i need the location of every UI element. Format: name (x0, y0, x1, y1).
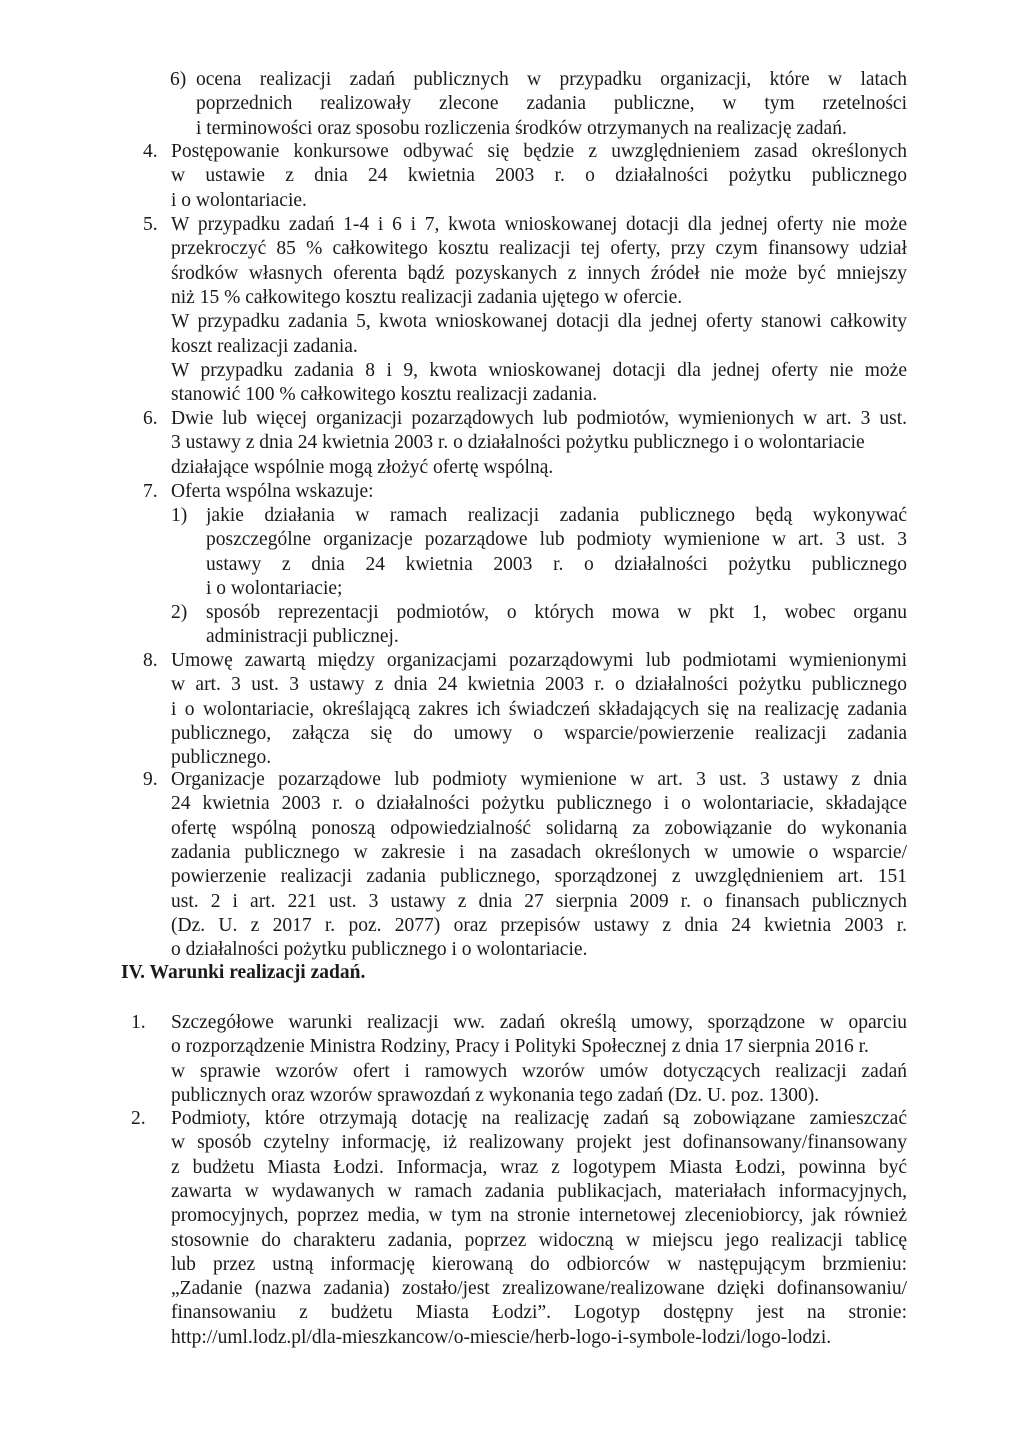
list-item-number: 1. (131, 1012, 146, 1033)
list-item-number: 1) (171, 505, 188, 526)
text-line: o działalności pożytku publicznego i o wolontariacie. (171, 939, 588, 961)
text-line: ocena realizacji zadań publicznych w przypadku organizacji, które w latach (196, 70, 907, 90)
list-item-number: 2) (171, 602, 188, 623)
text-line: poszczególne organizacje pozarządowe lub podmioty wymienione w art. 3 ust. 3 (206, 530, 907, 551)
text-line: sposób reprezentacji podmiotów, o których mowa w pkt 1, wobec organu (206, 603, 907, 623)
text-line: przekroczyć 85 % całkowitego kosztu realizacji tej oferty, przy czym finansowy udział (171, 239, 907, 260)
list-item-number: 6) (170, 69, 187, 90)
text-line: i terminowości oraz sposobu rozliczenia środków otrzymanych na realizację zadań. (196, 117, 847, 139)
text-line: środków własnych oferenta bądź pozyskanych z innych źródeł nie może być mniejszy (171, 263, 907, 284)
text-line: w sprawie wzorów ofert i ramowych wzorów umów dotyczących realizacji zadań (171, 1061, 907, 1082)
text-line: Szczegółowe warunki realizacji ww. zadań określą umowy, sporządzone w oparciu (171, 1013, 907, 1033)
text-line: koszt realizacji zadania. (171, 335, 358, 357)
text-line: w sposób czytelny informację, iż realizowany projekt jest dofinansowany/finansowany (171, 1133, 907, 1154)
text-line: jakie działania w ramach realizacji zadania publicznego będą wykonywać (206, 506, 907, 526)
text-line: w ustawie z dnia 24 kwietnia 2003 r. o działalności pożytku publicznego (171, 166, 907, 187)
text-line: zadania publicznego w zakresie i na zasadach określonych w umowie o wsparcie/ (171, 842, 907, 863)
list-item-number: 5. (143, 214, 158, 235)
text-line: publicznego. (171, 747, 272, 769)
list-item-number: 2. (131, 1108, 146, 1129)
text-line: 3 ustawy z dnia 24 kwietnia 2003 r. o działalności pożytku publicznego i o wolontariacie (171, 432, 865, 454)
text-line: W przypadku zadań 1-4 i 6 i 7, kwota wnioskowanej dotacji dla jednej oferty nie może (171, 215, 907, 235)
text-line: zawarta w wydawanych w ramach zadania publikacjach, materiałach informacyjnych, (171, 1181, 907, 1202)
section-heading: IV. Warunki realizacji zadań. (121, 962, 366, 983)
text-line: Dwie lub więcej organizacji pozarządowych lub podmiotów, wymienionych w art. 3 ust. (171, 409, 907, 429)
text-line: Umowę zawartą między organizacjami pozarządowymi lub podmiotami wymienionymi (171, 651, 907, 671)
text-line: Postępowanie konkursowe odbywać się będzie z uwzględnieniem zasad określonych (171, 142, 907, 162)
text-line: i o wolontariacie, określającą zakres ich świadczeń składających się na realizację zadania (171, 699, 907, 720)
text-line: ust. 2 i art. 221 ust. 3 ustawy z dnia 27 sierpnia 2009 r. o finansach publicznych (171, 891, 907, 912)
list-item-number: 9. (143, 769, 158, 790)
text-line: publicznego, załącza się do umowy o wsparcie/powierzenie realizacji zadania (171, 723, 907, 744)
text-line: stanowić 100 % całkowitego kosztu realizacji zadania. (171, 384, 598, 406)
text-line: i o wolontariacie. (171, 189, 307, 211)
text-line: „Zadanie (nazwa zadania) zostało/jest zrealizowane/realizowane dzięki dofinansowaniu/ (171, 1279, 907, 1300)
text-line: 24 kwietnia 2003 r. o działalności pożytku publicznego i o wolontariacie, składające (171, 794, 907, 815)
text-line: (Dz. U. z 2017 r. poz. 2077) oraz przepisów ustawy z dnia 24 kwietnia 2003 r. (171, 915, 907, 936)
list-item-number: 6. (143, 408, 158, 429)
text-line: W przypadku zadania 5, kwota wnioskowanej dotacji dla jednej oferty stanowi całkowity (171, 312, 907, 333)
text-line: stosownie do charakteru zadania, poprzez widoczną w miejscu jego realizacji tablicę (171, 1230, 907, 1251)
text-line: działające wspólnie mogą złożyć ofertę wspólną. (171, 456, 554, 478)
text-line: lub przez ustną informację kierowaną do odbiorców w następującym brzmieniu: (171, 1254, 907, 1275)
text-line: niż 15 % całkowitego kosztu realizacji zadania ujętego w ofercie. (171, 286, 683, 308)
text-line: publicznych oraz wzorów sprawozdań z wykonania tego zadań (Dz. U. poz. 1300). (171, 1084, 820, 1106)
list-item-number: 4. (143, 141, 158, 162)
text-line: Podmioty, które otrzymają dotację na realizację zadań są zobowiązane zamieszczać (171, 1109, 907, 1129)
text-line: Oferta wspólna wskazuje: (171, 481, 374, 502)
text-line: http://uml.lodz.pl/dla-mieszkancow/o-miescie/herb-logo-i-symbole-lodzi/logo-lodzi. (171, 1326, 832, 1348)
text-line: ofertę wspólną ponoszą odpowiedzialność solidarną za zobowiązanie do wykonania (171, 818, 907, 839)
text-line: w art. 3 ust. 3 ustawy z dnia 24 kwietnia 2003 r. o działalności pożytku publicznego (171, 675, 907, 696)
text-line: poprzednich realizowały zlecone zadania publiczne, w tym rzetelności (196, 94, 907, 115)
text-line: i o wolontariacie; (206, 577, 343, 599)
text-line: z budżetu Miasta Łodzi. Informacja, wraz z logotypem Miasta Łodzi, powinna być (171, 1157, 907, 1178)
text-line: o rozporządzenie Ministra Rodziny, Pracy i Polityki Społecznej z dnia 17 sierpnia 2016 r. (171, 1036, 869, 1058)
list-item-number: 7. (143, 481, 158, 502)
text-line: ustawy z dnia 24 kwietnia 2003 r. o działalności pożytku publicznego (206, 554, 907, 575)
text-line: powierzenie realizacji zadania publicznego, sporządzonej z uwzględnieniem art. 151 (171, 867, 907, 888)
text-line: finansowaniu z budżetu Miasta Łodzi”. Logotyp dostępny jest na stronie: (171, 1303, 907, 1324)
text-line: W przypadku zadania 8 i 9, kwota wnioskowanej dotacji dla jednej oferty nie może (171, 360, 907, 381)
text-line: Organizacje pozarządowe lub podmioty wymienione w art. 3 ust. 3 ustawy z dnia (171, 770, 907, 790)
text-line: promocyjnych, poprzez media, w tym na stronie internetowej zleceniobiorcy, jak również (171, 1206, 907, 1227)
text-line: administracji publicznej. (206, 626, 399, 648)
list-item-number: 8. (143, 650, 158, 671)
